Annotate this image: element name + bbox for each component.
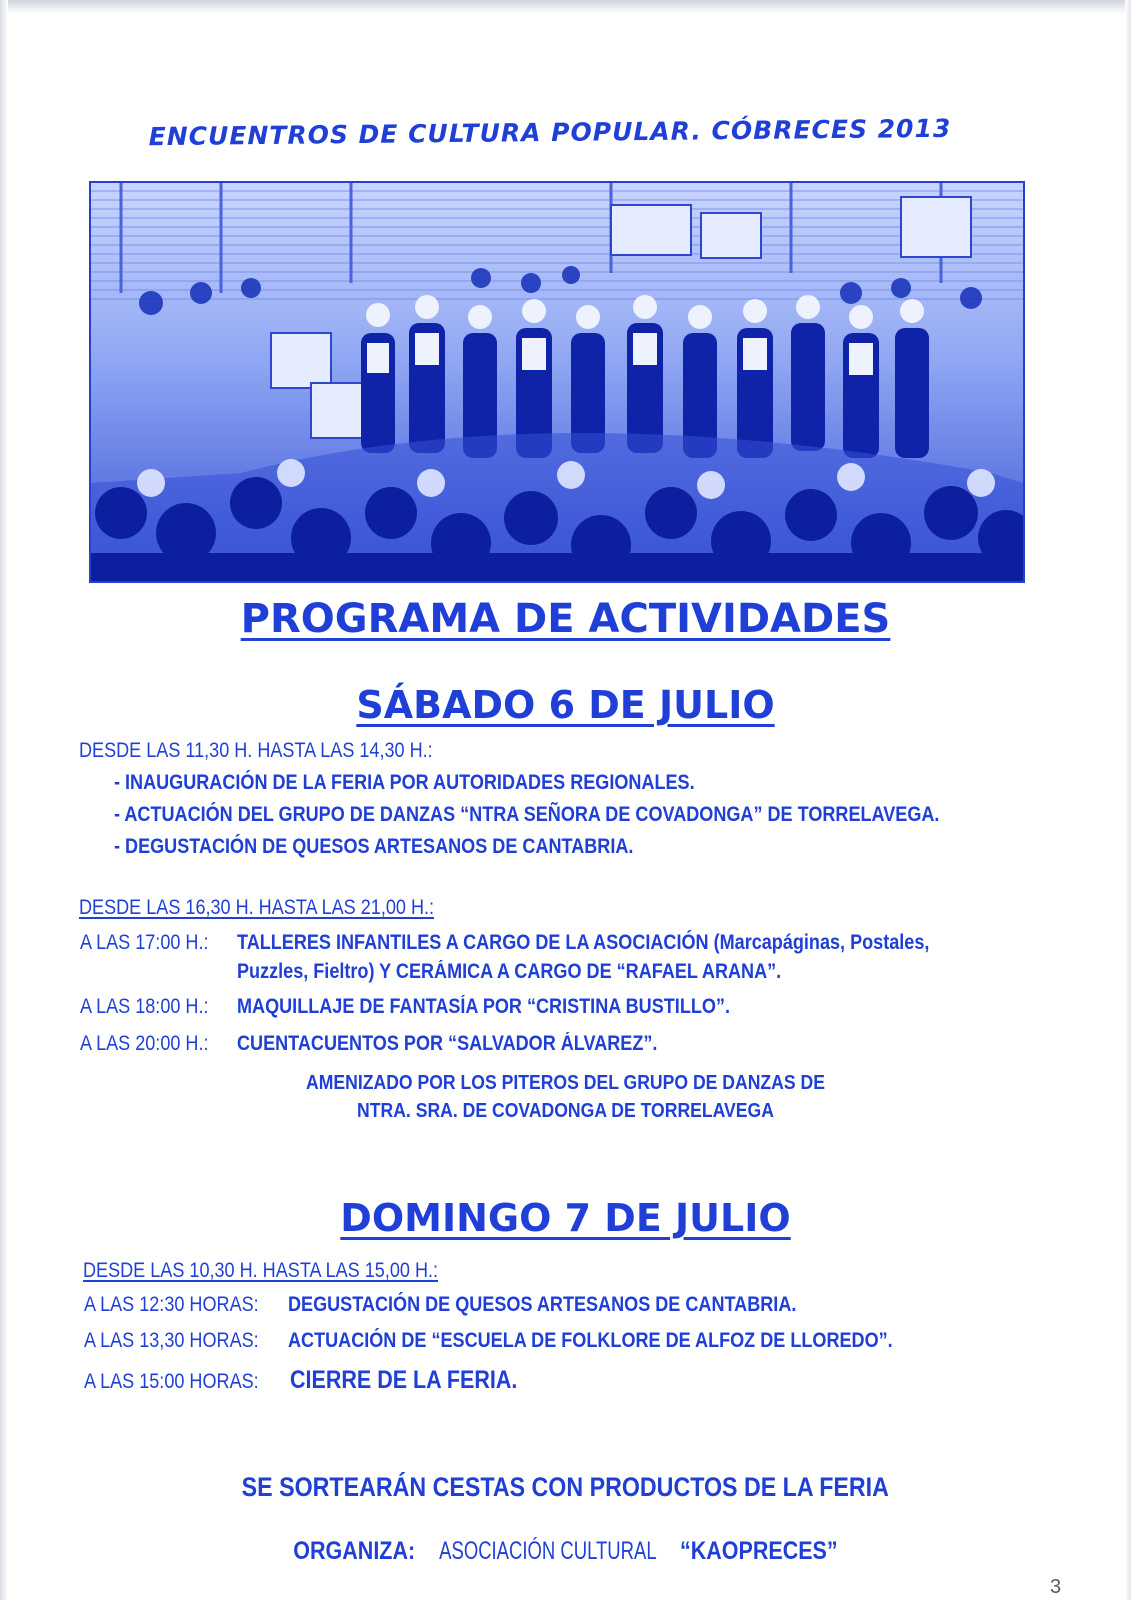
music-note-line: NTRA. SRA. DE COVADONGA DE TORRELAVEGA — [357, 1100, 774, 1122]
saturday-morning-item: - INAUGURACIÓN DE LA FERIA POR AUTORIDADES REGIONALES. — [114, 771, 695, 794]
event-text: CUENTACUENTOS POR “SALVADOR ÁLVAREZ”. — [237, 1032, 658, 1055]
event-text-continued: Puzzles, Fieltro) Y CERÁMICA A CARGO DE “RAFAEL ARANA”. — [237, 960, 782, 983]
saturday-morning-item: - DEGUSTACIÓN DE QUESOS ARTESANOS DE CANTABRIA. — [114, 835, 634, 858]
saturday-afternoon-heading: DESDE LAS 16,30 H. HASTA LAS 21,00 H.: — [79, 896, 435, 919]
saturday-title: SÁBADO 6 DE JULIO — [356, 683, 775, 727]
saturday-morning-item: - ACTUACIÓN DEL GRUPO DE DANZAS “NTRA SEÑORA DE COVADONGA” DE TORRELAVEGA. — [114, 803, 940, 826]
program-title: PROGRAMA DE ACTIVIDADES — [240, 596, 891, 642]
sunday-title: DOMINGO 7 DE JULIO — [340, 1196, 791, 1240]
scan-left-edge — [0, 0, 8, 1600]
raffle-notice: SE SORTEARÁN CESTAS CON PRODUCTOS DE LA FERIA — [241, 1472, 890, 1502]
event-text: DEGUSTACIÓN DE QUESOS ARTESANOS DE CANTABRIA. — [288, 1293, 797, 1316]
event-time: A LAS 13,30 HORAS: — [84, 1329, 259, 1352]
event-text: MAQUILLAJE DE FANTASÍA POR “CRISTINA BUSTILLO”. — [237, 995, 730, 1018]
page-title: ENCUENTROS DE CULTURA POPULAR. CÓBRECES 2013 — [148, 113, 952, 152]
organizer-line — [0, 1537, 1131, 1566]
sunday-heading: DESDE LAS 10,30 H. HASTA LAS 15,00 H.: — [83, 1259, 439, 1282]
page-number: 3 — [1050, 1576, 1062, 1598]
organizer-prefix: ASOCIACIÓN CULTURAL — [438, 1537, 657, 1565]
crowd-photo — [89, 181, 1025, 583]
scan-right-edge — [1125, 0, 1131, 1600]
event-time: A LAS 18:00 H.: — [80, 995, 209, 1018]
saturday-morning-heading: DESDE LAS 11,30 H. HASTA LAS 14,30 H.: — [79, 739, 433, 762]
event-text: ACTUACIÓN DE “ESCUELA DE FOLKLORE DE ALFOZ DE LLOREDO”. — [288, 1329, 893, 1352]
crowd-photo-graphic — [91, 183, 1023, 581]
scan-top-edge — [0, 0, 1131, 14]
event-text: CIERRE DE LA FERIA. — [290, 1366, 518, 1394]
event-time: A LAS 15:00 HORAS: — [84, 1370, 259, 1393]
event-time: A LAS 17:00 H.: — [80, 931, 209, 954]
event-time: A LAS 12:30 HORAS: — [84, 1293, 259, 1316]
music-note-line: AMENIZADO POR LOS PITEROS DEL GRUPO DE DANZAS DE — [306, 1072, 825, 1094]
event-time: A LAS 20:00 H.: — [80, 1032, 209, 1055]
event-text: TALLERES INFANTILES A CARGO DE LA ASOCIACIÓN (Marcapáginas, Postales, — [237, 931, 930, 954]
music-note — [0, 1069, 1131, 1125]
organizer-label: ORGANIZA: — [293, 1537, 416, 1565]
organizer-name: “KAOPRECES” — [679, 1537, 838, 1565]
